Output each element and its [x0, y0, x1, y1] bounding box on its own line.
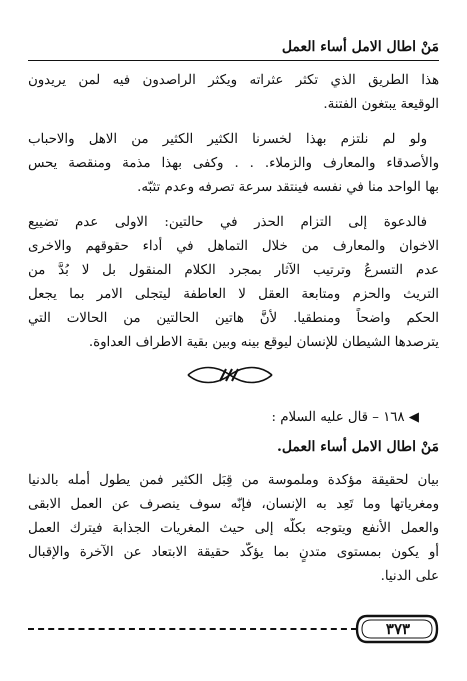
page-number: ٣٧٣	[385, 620, 411, 638]
header-rule	[28, 60, 439, 61]
body-line: يترصدها الشيطان للإنسان ليوقع بينه وبين بقية الاطراف العداوة.	[88, 335, 439, 350]
body-line: ومغرياتها وما تَعِد به الإنسان، فإنّه سوف ينصرف عن العمل الابقى	[28, 497, 439, 512]
body-line: الحكم واضحاً ومنطقيا. لأنَّ هاتين الحالتين من الحالات التي	[28, 311, 439, 326]
body-line: على الدنيا.	[380, 569, 439, 584]
body-line: فالدعوة إلى التزام الحذر في حالتين: الاولى عدم تضييع	[28, 215, 427, 230]
body-line: والأصدقاء والمعارف والزملاء. . . وكفى بهذا مذمة ومنقصة يحس	[28, 156, 439, 171]
section-divider-ornament	[186, 363, 274, 387]
body-line: بها الواحد منا في نفسه فينتقد سرعة تصرفه وعدم تثبّه.	[137, 180, 439, 195]
running-header-title: مَنْ اطال الامل أساء العمل	[281, 39, 439, 55]
body-line: الوقيعة يبتغون الفتنة.	[323, 97, 439, 112]
saying-number-heading: ◀ ١٦٨ – قال عليه السلام :	[271, 410, 419, 425]
saying-title: مَنْ اطال الامل أساء العمل.	[276, 439, 439, 455]
body-line: ولو لم نلتزم بهذا لخسرنا الكثير الكثير من الاهل والاحباب	[28, 132, 427, 147]
body-line: التريث والحزم ومتابعة العقل لا العاطفة ليتجلى الامر بما يجعل	[28, 287, 439, 302]
body-line: هذا الطريق الذي تكثر عثراته ويكثر الراصدون فيه لمن يريدون	[28, 73, 439, 88]
footer-dashed-rule	[28, 628, 357, 630]
body-line: الاخوان والمعارف من خلال التماهل في أداء حقوقهم والاخرى	[28, 239, 439, 254]
body-line: بيان لحقيقة مؤكدة وملموسة من قِبَل الكثير فمن يطول أمله بالدنيا	[28, 473, 439, 488]
body-line: عدم التسرعُ وترتيب الآثار بمجرد الكلام المنقول بل لا بُدَّ من	[28, 263, 439, 278]
body-line: والعمل الأنفع ويتوجه بكلّه إلى حيث المغريات الجذابة فيترك العمل	[28, 521, 439, 536]
body-line: أو يكون بمستوى متدنٍ بما يؤكّد حقيقة الابتعاد عن الآخرة والإقبال	[28, 545, 439, 560]
